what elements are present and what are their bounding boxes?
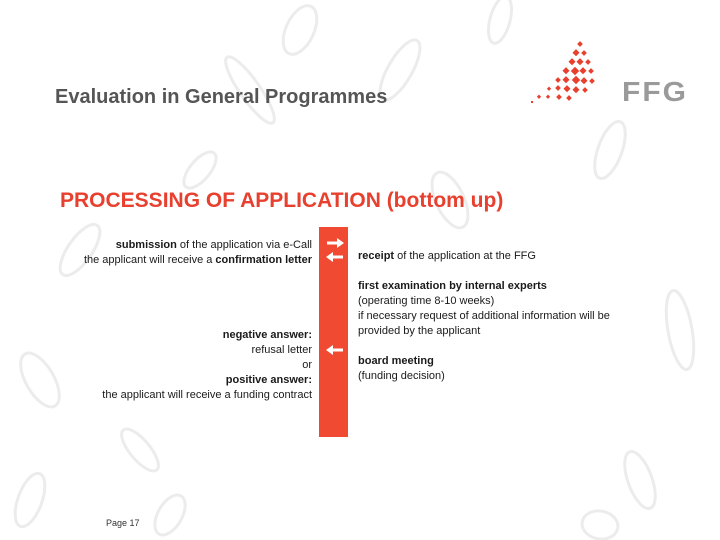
submission-bold: submission (115, 239, 177, 251)
slide-title: Evaluation in General Programmes (55, 86, 388, 108)
arrow-right-icon (327, 237, 345, 249)
confirmation-prefix: the applicant will receive a (83, 254, 216, 266)
first-examination-label: first examination by internal experts (358, 280, 547, 292)
arrow-left-icon (325, 344, 343, 356)
operating-time-text: (operating time 8-10 weeks) (358, 295, 495, 307)
receipt-bold: receipt (358, 250, 395, 262)
confirmation-line (84, 254, 312, 267)
refusal-letter-text: refusal letter (251, 344, 312, 356)
receipt-rest: of the application at the FFG (394, 250, 536, 262)
arrow-left-icon (325, 251, 343, 263)
section-heading: PROCESSING OF APPLICATION (bottom up) (60, 189, 504, 212)
provided-by-text: provided by the applicant (358, 325, 481, 337)
ffg-logo-icon (530, 38, 615, 108)
board-meeting-label: board meeting (358, 355, 434, 367)
page-number: Page 17 (106, 518, 140, 528)
necessary-request-text: if necessary request of additional information will be (358, 310, 610, 322)
positive-answer-label: positive answer: (225, 374, 312, 386)
logo-text: FFG (622, 77, 688, 108)
negative-answer-label: negative answer: (222, 329, 312, 341)
receipt-line (358, 250, 536, 263)
submission-line (116, 239, 312, 252)
or-text: or (302, 359, 312, 371)
funding-contract-text: the applicant will receive a funding contract (102, 389, 312, 401)
confirmation-bold: confirmation letter (215, 254, 312, 266)
funding-decision-text: (funding decision) (358, 370, 445, 382)
submission-rest: of the application via e-Call (176, 239, 312, 251)
